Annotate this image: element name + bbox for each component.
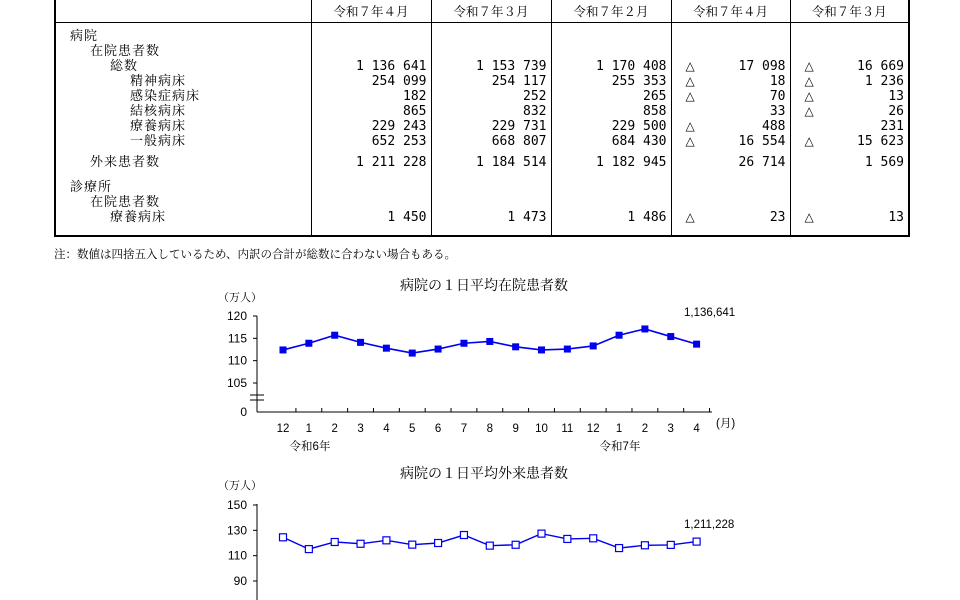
chart1-point: [641, 325, 648, 332]
chart1-point: [538, 346, 545, 353]
value-column-3: [551, 23, 671, 237]
chart1-point: [693, 341, 700, 348]
chart2-point: [460, 532, 467, 539]
chart1-ytick-label: 110: [227, 353, 247, 368]
chart2-point: [486, 542, 493, 549]
chart1-xtick-label: 1: [305, 423, 313, 435]
table-cell: 1 473: [507, 210, 547, 225]
header-col-4: 令和７年４月: [671, 0, 790, 23]
table-cell: 668 807: [491, 134, 547, 149]
chart1-ytick-label: 0: [240, 405, 247, 419]
chart1-xtick-label: 10: [535, 423, 548, 435]
row-label: 在院患者数: [90, 195, 161, 210]
chart1-point: [409, 350, 416, 357]
table-cell: [552, 29, 671, 44]
value-column-4: [671, 23, 790, 237]
negative-sign-icon: △: [685, 74, 695, 88]
table-cell: 652 253: [371, 134, 427, 149]
table-cell: 1 184 514: [476, 155, 547, 170]
table-cell: 33: [769, 104, 786, 119]
table-cell: 1 211 228: [356, 155, 427, 170]
row-label: 療養病床: [130, 119, 187, 134]
chart1-series-line: [283, 329, 697, 353]
chart2-point: [667, 541, 674, 548]
value-column-5: [790, 23, 909, 237]
table-cell: [312, 29, 431, 44]
row-label: 一般病床: [130, 134, 187, 149]
row-label: 総数: [110, 59, 139, 74]
chart1-xtick-label: 2: [641, 423, 649, 435]
chart1-point: [616, 332, 623, 339]
chart1-point: [486, 338, 493, 345]
chart2-ytick-label: 90: [233, 574, 247, 588]
table-cell: 254 117: [491, 74, 547, 89]
header-col-5: 令和７年３月: [790, 0, 909, 23]
table-cell: [432, 195, 551, 210]
footnote: 注：数値は四捨五入しているため、内訳の合計が総数に合わない場合もある。: [54, 247, 457, 261]
negative-sign-icon: △: [804, 74, 814, 88]
table-cell: [312, 195, 431, 210]
chart1-xtick-label: 4: [383, 423, 390, 435]
table-cell: [791, 44, 909, 59]
chart2-point: [357, 540, 364, 547]
chart2-point: [693, 538, 700, 545]
chart1-xtick-label: 3: [667, 423, 674, 435]
table-cell: 1 170 408: [596, 59, 667, 74]
negative-sign-icon: △: [685, 210, 695, 224]
row-label: 結核病床: [130, 104, 187, 119]
value-column-1: [311, 23, 431, 237]
chart1-xtick-label: 6: [434, 423, 442, 435]
row-label: 診療所: [70, 180, 113, 195]
chart1-point: [667, 333, 674, 340]
table-cell: 182: [403, 89, 427, 104]
table-cell: 265: [643, 89, 667, 104]
chart2-point: [435, 540, 442, 547]
chart2-point: [409, 541, 416, 548]
header-col-3: 令和７年２月: [551, 0, 671, 23]
chart2-point: [331, 538, 338, 545]
chart1-point: [590, 342, 597, 349]
chart1-xtick-label: 12: [276, 423, 290, 435]
chart1-xtick-label: 11: [561, 423, 574, 435]
table-cell: 684 430: [611, 134, 667, 149]
table-cell: 254 099: [371, 74, 427, 89]
chart1-point: [383, 345, 390, 352]
table-cell: [432, 44, 551, 59]
table-cell: △ 23: [685, 210, 786, 225]
table-cell: [312, 44, 431, 59]
chart2-point: [280, 534, 287, 541]
table-cell: [552, 195, 671, 210]
chart1-era-label: 令和6年: [289, 441, 331, 453]
row-label: 精神病床: [130, 74, 187, 89]
row-label: 病院: [70, 29, 99, 44]
table-cell: △ 13: [804, 210, 904, 225]
chart1-point: [460, 340, 467, 347]
table-cell: [432, 180, 551, 195]
row-label: 外来患者数: [90, 155, 161, 170]
table-cell: 858: [643, 104, 667, 119]
chart2-ytick-label: 110: [227, 548, 247, 563]
chart2-series-line: [283, 534, 697, 549]
table-cell: △ 13: [804, 89, 904, 104]
row-label-column: [55, 23, 311, 237]
table-cell: 865: [403, 104, 427, 119]
negative-sign-icon: △: [804, 134, 814, 148]
chart1-xtick-label: 7: [460, 423, 468, 435]
chart2-point: [564, 535, 571, 542]
value-column-2: [431, 23, 551, 237]
table-cell: △ 18: [685, 74, 786, 89]
chart1-xtick-label: 9: [512, 423, 519, 435]
table-cell: 231: [880, 119, 904, 134]
chart1-ytick-label: 115: [227, 331, 247, 346]
chart2-end-label: 1,211,228: [684, 519, 735, 531]
row-label: 療養病床: [110, 210, 167, 225]
chart2-title: 病院の１日平均外来患者数: [400, 465, 568, 481]
chart1-point: [305, 340, 312, 347]
chart1-xtick-label: 12: [586, 423, 600, 435]
table-cell: △ 15 623: [804, 134, 904, 149]
chart1-ytick-label: 120: [226, 309, 247, 323]
table-cell: 832: [523, 104, 547, 119]
chart1-end-label: 1,136,641: [684, 307, 736, 319]
chart2-point: [616, 545, 623, 552]
table-cell: 26 714: [738, 155, 786, 170]
statistics-table: [54, 0, 910, 237]
chart2-ytick-label: 150: [226, 498, 247, 512]
table-cell: 1 450: [387, 210, 427, 225]
table-cell: [672, 29, 790, 44]
chart1-xlabel: (月): [716, 418, 736, 430]
table-cell: △ 17 098: [685, 59, 786, 74]
table-cell: △ 16 669: [804, 59, 904, 74]
table-cell: 229 500: [611, 119, 667, 134]
table-cell: △ 26: [804, 104, 904, 119]
chart1-xtick-label: 4: [693, 423, 700, 435]
table-cell: △ 1 236: [804, 74, 904, 89]
chart2-ylabel: （万人）: [218, 480, 262, 492]
chart1-title: 病院の１日平均在院患者数: [400, 277, 568, 293]
chart1-xtick-label: 2: [331, 423, 338, 435]
table-cell: 1 569: [864, 155, 904, 170]
header-label-cell: [55, 0, 311, 23]
table-cell: [552, 44, 671, 59]
table-cell: [672, 195, 790, 210]
table-cell: [791, 29, 909, 44]
negative-sign-icon: △: [804, 89, 814, 103]
negative-sign-icon: △: [685, 119, 695, 133]
table-cell: [791, 180, 909, 195]
header-col-1: 令和７年４月: [311, 0, 431, 23]
chart1-xtick-label: 1: [615, 423, 623, 435]
header-col-2: 令和７年３月: [431, 0, 551, 23]
chart1-point: [331, 332, 338, 339]
chart1-point: [512, 343, 519, 350]
chart1-point: [280, 346, 287, 353]
table-cell: [672, 180, 790, 195]
chart1-era-label: 令和7年: [599, 441, 641, 453]
chart2-point: [641, 542, 648, 549]
table-cell: 255 353: [611, 74, 667, 89]
chart1-ylabel: （万人）: [218, 292, 262, 304]
chart2-point: [305, 546, 312, 553]
chart1-xtick-label: 5: [409, 423, 416, 435]
table-cell: [552, 180, 671, 195]
table-cell: 1 486: [627, 210, 667, 225]
negative-sign-icon: △: [804, 210, 814, 224]
chart1-xtick-label: 8: [486, 423, 494, 435]
chart2-point: [383, 537, 390, 544]
negative-sign-icon: △: [685, 89, 695, 103]
table-cell: [312, 180, 431, 195]
chart1-point: [564, 346, 571, 353]
table-cell: [672, 44, 790, 59]
negative-sign-icon: △: [685, 134, 695, 148]
chart2-ytick-label: 130: [226, 523, 247, 538]
table-cell: △ 16 554: [685, 134, 786, 149]
chart2-point: [512, 541, 519, 548]
table-cell: 1 136 641: [356, 59, 427, 74]
row-label: 感染症病床: [130, 89, 201, 104]
table-cell: [791, 195, 909, 210]
chart1-xtick-label: 3: [357, 423, 364, 435]
table-cell: 1 182 945: [596, 155, 667, 170]
table-cell: △ 488: [685, 119, 786, 134]
chart2-point: [538, 530, 545, 537]
chart2-point: [590, 535, 597, 542]
table-cell: 229 731: [491, 119, 547, 134]
negative-sign-icon: △: [804, 104, 814, 118]
table-cell: [432, 29, 551, 44]
table-cell: △ 70: [685, 89, 786, 104]
table-cell: 1 153 739: [476, 59, 547, 74]
negative-sign-icon: △: [685, 59, 695, 73]
table-cell: 229 243: [371, 119, 427, 134]
chart1-point: [357, 339, 364, 346]
negative-sign-icon: △: [804, 59, 814, 73]
chart1-point: [435, 346, 442, 353]
row-label: 在院患者数: [90, 44, 161, 59]
chart1-ytick-label: 105: [226, 376, 247, 390]
table-cell: 252: [523, 89, 547, 104]
